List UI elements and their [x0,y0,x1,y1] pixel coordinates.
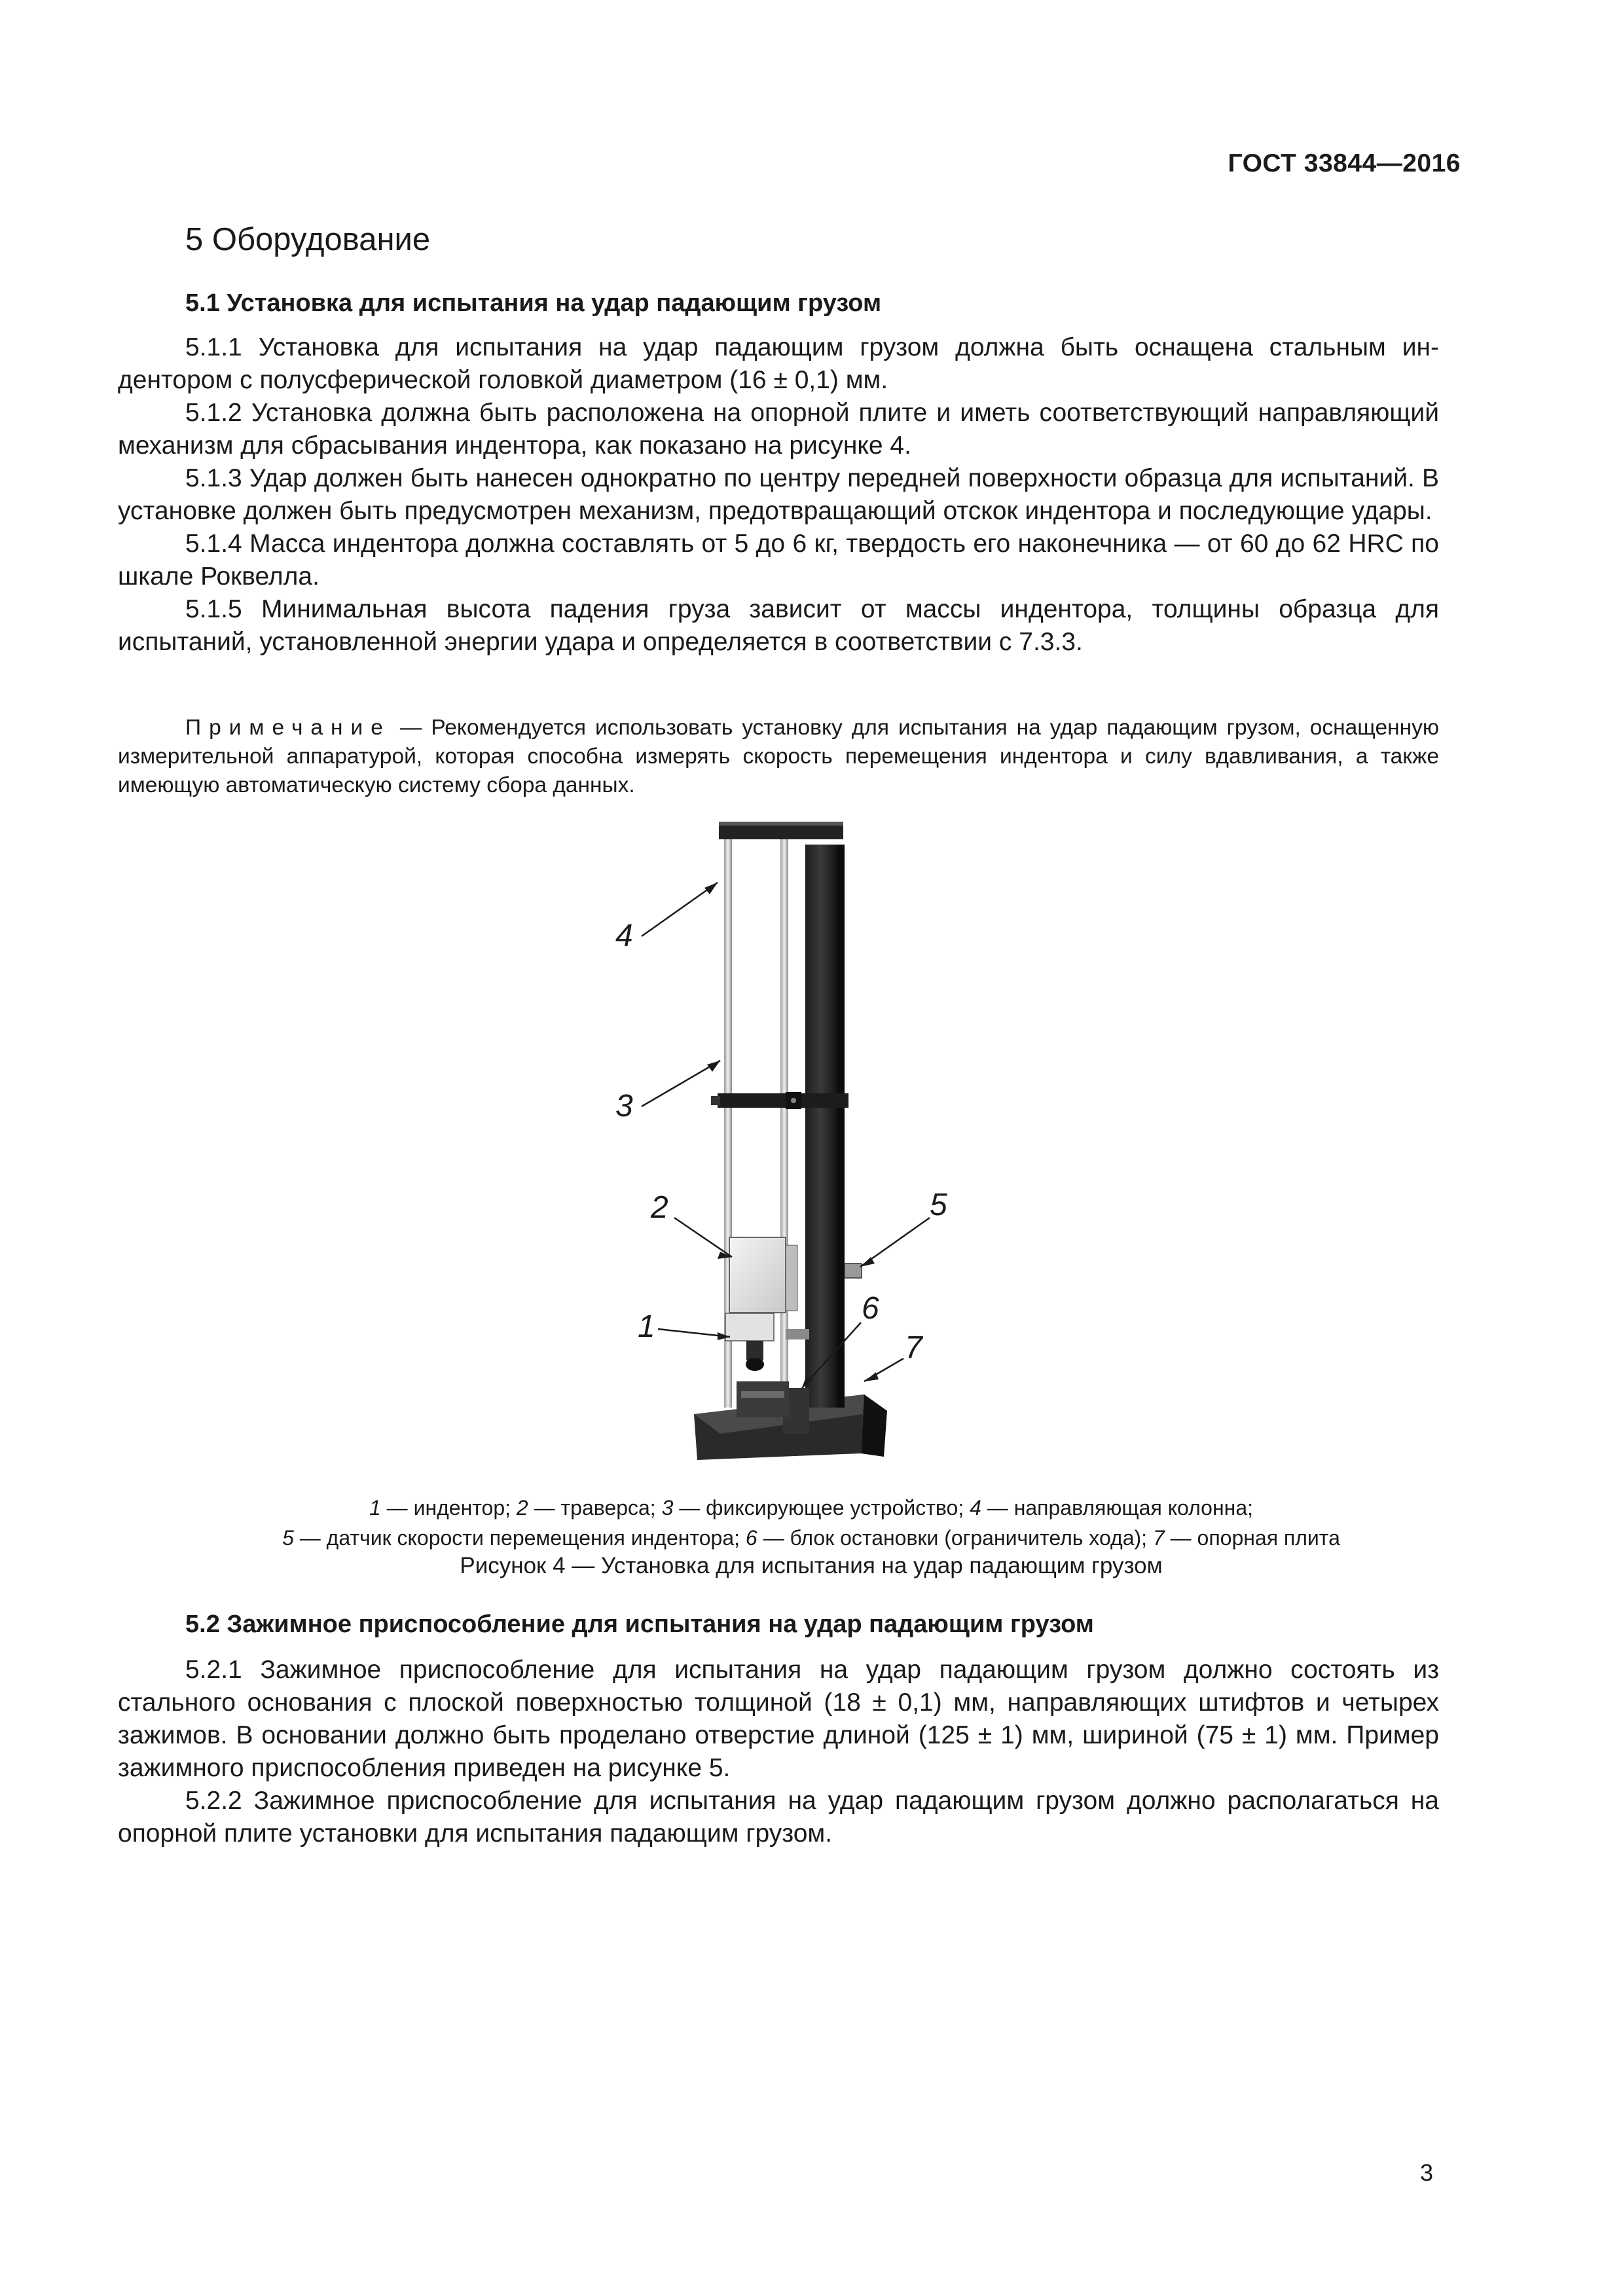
legend-text-2: — траверса; [528,1496,662,1520]
legend-num-3: 3 [661,1496,674,1520]
figure-legend [118,1493,1504,1553]
paragraph-5-1-2: 5.1.2 Установка должна быть расположена на опорной плите и иметь соответствующий направляющий механизм для сбрасывания индентора, как показано на рисунке 4. [118,399,1439,460]
paragraph-5-2-1: 5.2.1 Зажимное приспособление для испытания на удар падающим грузом должно состоять из стального основания с плоской поверхностью толщиной (18 ± 0,1) мм, направляющих штифтов и четырех зажимов. В основании должно быть проделано отверстие длиной (125 ± 1) мм, шириной (75 ± 1) мм. Пример зажимного приспособления приведен на рисунке 5. [118,1656,1439,1782]
paragraph-5-1-3: 5.1.3 Удар должен быть нанесен однократно по центру передней поверхности образца для испытаний. В установке должен быть предусмотрен механизм, предотвращающий отскок индентора и последующие удары. [118,464,1439,525]
legend-text-5: — датчик скорости перемещения индентора; [293,1526,746,1550]
callout-3: 3 [615,1089,633,1123]
subsection-title-5-2: 5.2 Зажимное приспособление для испытания на удар падающим грузом [185,1611,1094,1638]
section-title: 5 Оборудование [185,222,431,257]
indentor [725,1313,774,1371]
legend-num-5: 5 [282,1526,294,1550]
callout-5: 5 [930,1188,947,1222]
standard-id: ГОСТ 33844—2016 [1228,149,1461,177]
velocity-sensor [845,1264,862,1278]
legend-num-7: 7 [1152,1526,1165,1550]
legend-text-1: — индентор; [380,1496,517,1520]
paragraph-5-2-2: 5.2.2 Зажимное приспособление для испытания на удар падающим грузом должно располагаться на опорной плите установки для испытания падающим грузом. [118,1787,1439,1848]
callout-1: 1 [638,1309,655,1344]
figure-4-drop-weight-tester [589,805,1048,1473]
top-frame [719,825,843,839]
legend-line-2 [118,1523,1504,1553]
paragraph-5-1-4: 5.1.4 Масса индентора должна составлять от 5 до 6 кг, твердость его наконечника — от 60 до 62 HRC по шкале Роквелла. [118,530,1439,591]
guide-column [805,845,837,1408]
subsection-title-5-1: 5.1 Установка для испытания на удар падающим грузом [185,289,882,317]
legend-line-1 [118,1493,1504,1523]
legend-text-7: — опорная плита [1164,1526,1340,1550]
legend-text-4: — направляющая колонна; [981,1496,1253,1520]
legend-num-6: 6 [745,1526,757,1550]
legend-text-3: — фиксирующее устройство; [673,1496,970,1520]
callout-7: 7 [905,1330,922,1365]
callout-4: 4 [615,919,633,953]
legend-num-1: 1 [369,1496,381,1520]
guide-rod-right [780,831,788,1408]
section-5-1-body [118,331,1439,659]
legend-text-6: — блок остановки (ограничитель хода); [757,1526,1153,1550]
section-5-2-body [118,1654,1439,1850]
note-text: — Рекомендуется использовать установку для испытания на удар падающим грузом, оснащенную измерительной аппаратурой, которая способна измерять скорость перемещения индентора и силу вдавливания, а также имеющую автоматическую систему сбора данных. [118,716,1439,797]
fixing-device [711,1092,848,1109]
callout-2: 2 [651,1190,668,1225]
callout-6: 6 [862,1291,879,1326]
page-number: 3 [1419,2159,1433,2186]
legend-num-2: 2 [516,1496,528,1520]
paragraph-5-1-1: 5.1.1 Установка для испытания на удар падающим грузом должна быть оснащена стальным ин-дентором с полусферической головкой диаметром (16 ± 0,1) мм. [118,333,1439,394]
note [118,714,1439,800]
legend-num-4: 4 [970,1496,981,1520]
note-label: Примечание [185,716,391,740]
figure-caption: Рисунок 4 — Установка для испытания на удар падающим грузом [460,1553,1163,1578]
crosshead [729,1237,797,1313]
paragraph-5-1-5: 5.1.5 Минимальная высота падения груза зависит от массы индентора, толщины образца для испытаний, установленной энергии удара и определяется в соответствии с 7.3.3. [118,595,1439,656]
